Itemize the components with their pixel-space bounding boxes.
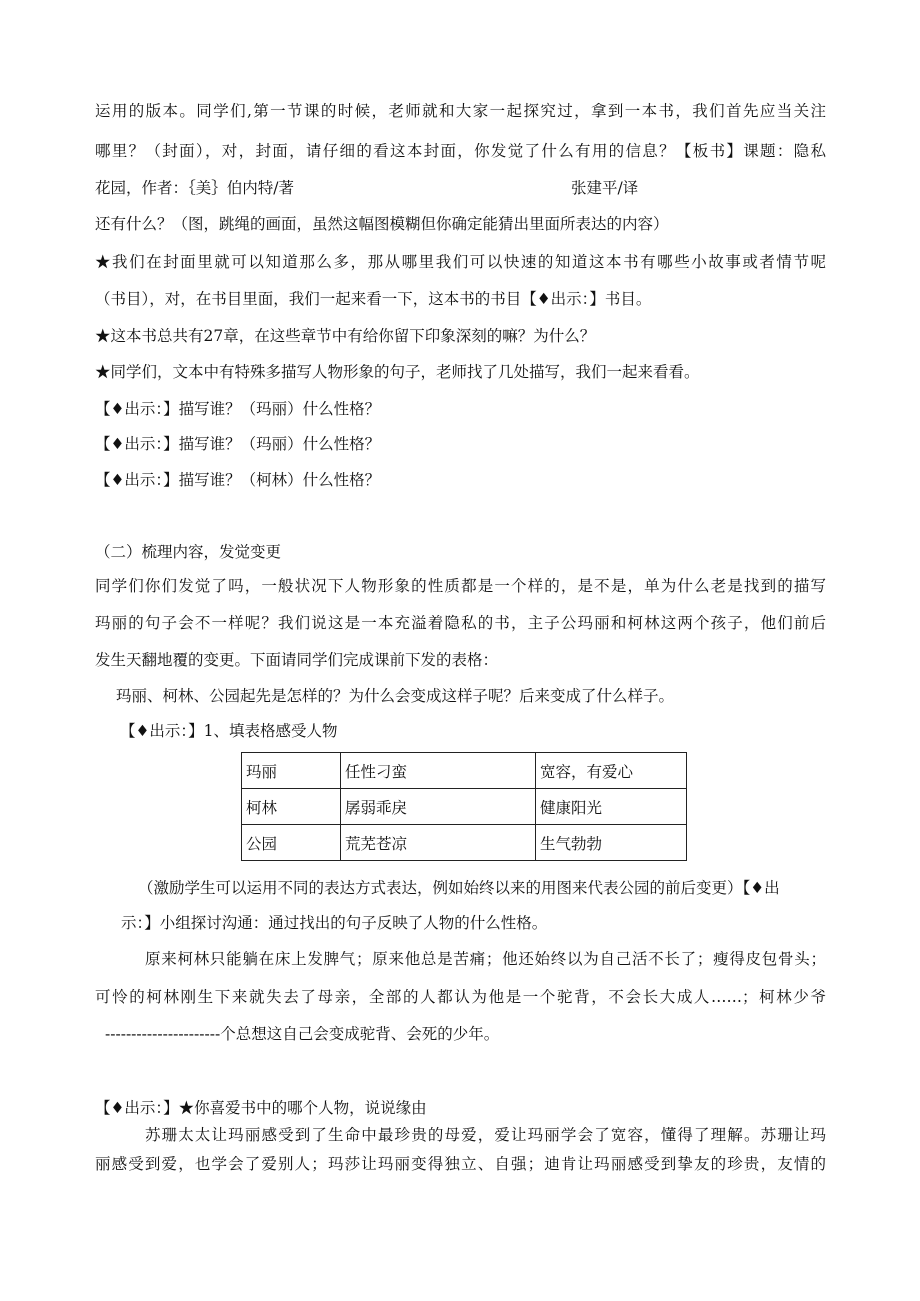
paragraph-line xyxy=(95,1098,427,1118)
table-cell: 生气勃勃 xyxy=(536,825,687,861)
paragraph-line xyxy=(145,949,826,969)
line-text: ----------------------个总想这自己会变成驼背、会死的少年。 xyxy=(105,1025,500,1043)
line-text: 原来柯林只能躺在床上发脾气；原来他总是苦痛；他还始终以为自己活不长了；瘦得皮包骨头； xyxy=(145,950,826,968)
paragraph-line xyxy=(145,1125,826,1145)
paragraph-line xyxy=(120,721,338,741)
paragraph-line xyxy=(95,987,826,1007)
paragraph-line xyxy=(95,214,669,234)
line-text: 【♦出示：】描写谁？（玛丽）什么性格？ xyxy=(95,400,381,418)
line-text: 【♦出示：】1、填表格感受人物 xyxy=(120,722,338,740)
paragraph-line xyxy=(116,686,674,706)
paragraph-line xyxy=(95,434,380,454)
paragraph-line xyxy=(95,141,826,161)
table-cell: 公园 xyxy=(242,825,341,861)
paragraph-line xyxy=(95,101,826,121)
paragraph-line xyxy=(95,178,294,198)
table-row xyxy=(242,825,687,861)
paragraph-line xyxy=(95,650,498,670)
table-row xyxy=(242,753,687,789)
table-row xyxy=(242,789,687,825)
line-text: 可怜的柯林刚生下来就失去了母亲，全部的人都认为他是一个驼背，不会长大成人……；柯林少爷 xyxy=(95,988,826,1006)
line-text: 还有什么？（图，跳绳的画面，虽然这幅图模糊但你确定能猜出里面所表达的内容） xyxy=(95,215,669,233)
line-text: 玛丽、柯林、公园起先是怎样的？为什么会变成这样子呢？后来变成了什么样子。 xyxy=(116,687,675,705)
line-text: ★我们在封面里就可以知道那么多，那从哪里我们可以快速的知道这本书有哪些小故事或者情节呢 xyxy=(95,253,826,271)
paragraph-line xyxy=(95,613,826,633)
table-cell: 柯林 xyxy=(242,789,341,825)
paragraph-line xyxy=(95,399,380,419)
character-table xyxy=(241,752,687,861)
section-heading xyxy=(95,542,281,562)
paragraph-line xyxy=(95,289,651,309)
table-cell: 宽容，有爱心 xyxy=(536,753,687,789)
translator-credit xyxy=(571,178,638,198)
line-text: 同学们你们发觉了吗，一般状况下人物形象的性质都是一个样的，是不是，单为什么老是找到的描写 xyxy=(95,577,826,595)
table-cell: 孱弱乖戾 xyxy=(341,789,536,825)
line-text: 哪里？（封面），对，封面，请仔细的看这本封面，你发觉了什么有用的信息？【板书】课题：隐私 xyxy=(95,142,826,160)
line-text: （激励学生可以运用不同的表达方式表达，例如始终以来的用图来代表公园的前后变更）【♦出 xyxy=(138,879,780,897)
table-cell: 荒芜苍凉 xyxy=(341,825,536,861)
paragraph-line xyxy=(95,1154,826,1174)
paragraph-line xyxy=(121,913,547,933)
line-text: （二）梳理内容，发觉变更 xyxy=(95,543,282,561)
line-text: 丽感受到爱，也学会了爱别人；玛莎让玛丽变得独立、自强；迪肯让玛丽感受到挚友的珍贵，友情的 xyxy=(95,1155,826,1173)
paragraph-line xyxy=(105,1024,499,1044)
paragraph-line xyxy=(138,878,780,898)
line-text: 苏珊太太让玛丽感受到了生命中最珍贵的母爱，爱让玛丽学会了宽容，懂得了理解。苏珊让玛 xyxy=(145,1126,826,1144)
paragraph-line xyxy=(95,470,380,490)
line-text: 花园，作者：｛美｝伯内特/著 xyxy=(95,179,294,197)
line-text: 张建平/译 xyxy=(571,179,639,197)
line-text: 发生天翻地覆的变更。下面请同学们完成课前下发的表格： xyxy=(95,651,499,669)
paragraph-line xyxy=(95,362,700,382)
line-text: 【♦出示：】描写谁？（玛丽）什么性格？ xyxy=(95,435,381,453)
line-text: （书目），对，在书目里面，我们一起来看一下，这本书的书目【♦出示：】书目。 xyxy=(95,290,652,308)
line-text: 【♦出示：】描写谁？（柯林）什么性格？ xyxy=(95,471,381,489)
paragraph-line xyxy=(95,326,595,346)
table-cell: 健康阳光 xyxy=(536,789,687,825)
table-cell: 任性刁蛮 xyxy=(341,753,536,789)
table-cell: 玛丽 xyxy=(242,753,341,789)
line-text: ★这本书总共有27章，在这些章节中有给你留下印象深刻的嘛？为什么？ xyxy=(95,327,596,345)
paragraph-line xyxy=(95,576,826,596)
line-text: 运用的版本。同学们,第一节课的时候，老师就和大家一起探究过，拿到一本书，我们首先应当关注 xyxy=(95,102,826,120)
paragraph-line xyxy=(95,252,826,272)
line-text: 【♦出示：】★你喜爱书中的哪个人物，说说缘由 xyxy=(95,1099,427,1117)
line-text: ★同学们，文本中有特殊多描写人物形象的句子，老师找了几处描写，我们一起来看看。 xyxy=(95,363,700,381)
line-text: 示：】小组探讨沟通：通过找出的句子反映了人物的什么性格。 xyxy=(121,914,548,932)
line-text: 玛丽的句子会不一样呢？我们说这是一本充溢着隐私的书，主子公玛丽和柯林这两个孩子，他们前后 xyxy=(95,614,826,632)
